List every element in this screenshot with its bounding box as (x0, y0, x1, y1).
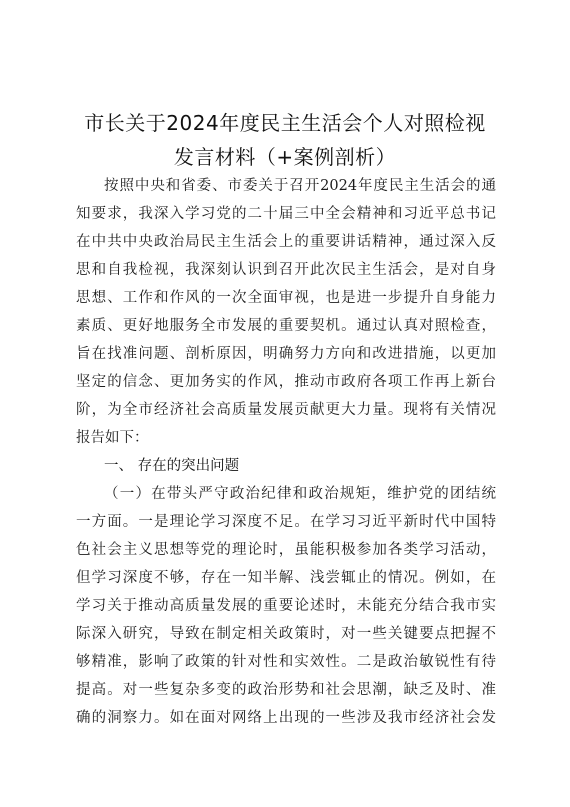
intro-line: 坚定的信念、更加务实的作风，推动市政府各项工作再上新台 (76, 374, 496, 390)
section-line: 色社会主义思想等党的理论时，虽能积极参加各类学习活动， (76, 542, 496, 558)
intro-line: 思想、工作和作风的一次全面审视，也是进一步提升自身能力 (76, 290, 496, 306)
intro-line: 思和自我检视，我深刻认识到召开此次民主生活会，是对自身 (76, 262, 496, 278)
intro-line: 知要求，我深入学习党的二十届三中全会精神和习近平总书记 (76, 206, 496, 222)
section-line: 但学习深度不够，存在一知半解、浅尝辄止的情况。例如，在 (76, 570, 496, 586)
intro-line: 在中共中央政治局民主生活会上的重要讲话精神，通过深入反 (76, 234, 496, 250)
intro-line: 报告如下： (76, 430, 149, 446)
section-line: 际深入研究，导致在制定相关政策时，对一些关键要点把握不 (76, 626, 496, 642)
section-line: 确的洞察力。如在面对网络上出现的一些涉及我市经济社会发 (76, 710, 496, 726)
document-title-line-2: 发言材料（+案例剖析） (173, 145, 397, 169)
intro-line: 按照中央和省委、市委关于召开2024年度民主生活会的通 (104, 178, 496, 194)
section-line: （一）在带头严守政治纪律和政治规矩，维护党的团结统 (104, 486, 496, 502)
intro-line: 素质、更好地服务全市发展的重要契机。通过认真对照检查， (76, 318, 496, 334)
section-line: 学习关于推动高质量发展的重要论述时，未能充分结合我市实 (76, 598, 496, 614)
intro-line: 阶，为全市经济社会高质量发展贡献更大力量。现将有关情况 (76, 402, 496, 418)
document-title-line-1: 市长关于2024年度民主生活会个人对照检视 (84, 111, 486, 135)
section-heading: 一、 存在的突出问题 (104, 458, 240, 474)
section-line: 提高。对一些复杂多变的政治形势和社会思潮，缺乏及时、准 (76, 682, 496, 698)
section-line: 一方面。一是理论学习深度不足。在学习习近平新时代中国特 (76, 514, 496, 530)
intro-line: 旨在找准问题、剖析原因，明确努力方向和改进措施，以更加 (76, 346, 496, 362)
section-line: 够精准，影响了政策的针对性和实效性。二是政治敏锐性有待 (76, 654, 496, 670)
